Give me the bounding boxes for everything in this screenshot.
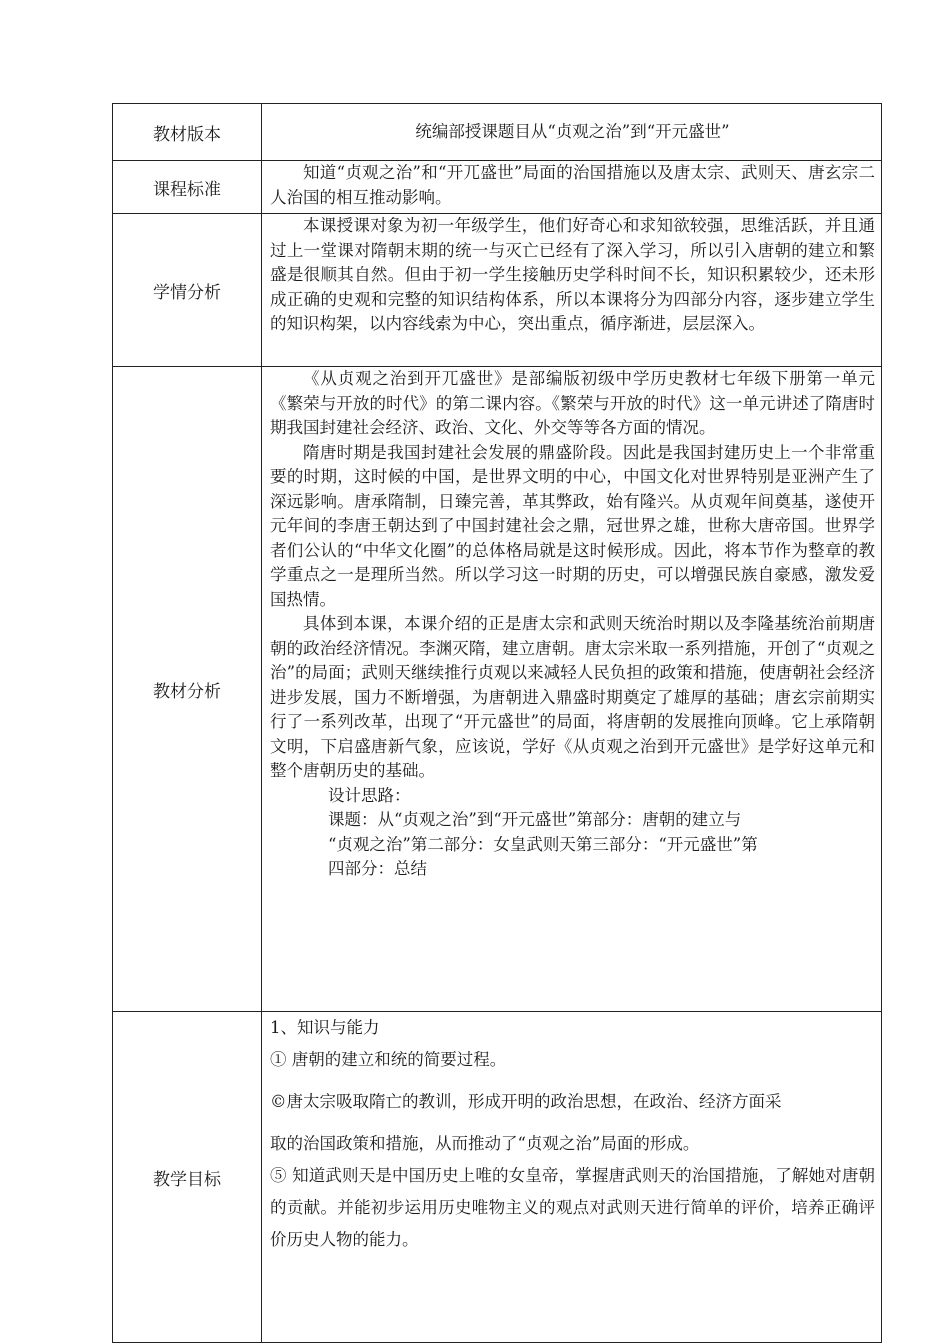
lesson-title: 统编部授课题目从“贞观之治”到“开元盛世” <box>262 104 882 161</box>
design-line-1: 课题：从“贞观之治”到“开元盛世”第部分：唐朝的建立与 <box>328 810 742 829</box>
material-analysis-text <box>262 367 882 1012</box>
goals-heading: 1、知识与能力 <box>270 1018 380 1037</box>
label-student-analysis: 学情分析 <box>113 214 262 367</box>
teaching-goals-text <box>262 1012 882 1343</box>
design-title: 设计思路： <box>328 785 411 805</box>
label-curriculum-standard: 课程标准 <box>113 161 262 214</box>
label-teaching-goals: 教学目标 <box>113 1012 262 1343</box>
curriculum-standard-paragraph: 知道“贞观之治”和“开兀盛世”局面的治国措施以及唐太宗、武则天、唐玄宗二人治国的相互推动影响。 <box>270 163 875 207</box>
goal-item-3: ⑤ 知道武则天是中国历史上唯的女皇帝，掌握唐武则天的治国措施，了解她对唐朝的贡献。并能初步运用历史唯物主义的观点对武则天进行简单的评价，培养正确评价历史人物的能力。 <box>270 1166 875 1249</box>
student-analysis-paragraph: 本课授课对象为初一年级学生，他们好奇心和求知欲较强，思维活跃，并且通过上一堂课对隋朝末期的统一与灭亡已经有了深入学习，所以引入唐朝的建立和繁盛是很顺其自然。但由于初一学生接触历史学科时间不长，知识积累较少，还未形成正确的史观和完整的知识结构体系，所以本课将分为四部分内容，逐步建立学生的知识构架，以内容线索为中心，突出重点，循序渐进，层层深入。 <box>270 216 875 333</box>
material-paragraph-1: 《从贞观之治到开兀盛世》是部编版初级中学历史教材七年级下册第一单元《繁荣与开放的时代》的第二课内容。《繁荣与开放的时代》这一单元讲述了隋唐时期我国封建社会经济、政治、文化、外交等等各方面的情况。 <box>270 369 875 437</box>
student-analysis-text <box>262 214 882 367</box>
row-teaching-goals <box>113 1012 882 1343</box>
design-line-3: 四部分：总结 <box>328 859 427 878</box>
row-student-analysis <box>113 214 882 367</box>
row-textbook-version <box>113 104 882 161</box>
goal-item-2a: ©唐太宗吸取隋亡的教训，形成开明的政治思想，在政治、经济方面采 <box>270 1092 782 1111</box>
curriculum-standard-text <box>262 161 882 214</box>
row-material-analysis <box>113 367 882 1012</box>
goal-item-2b: 取的治国政策和措施，从而推动了“贞观之治”局面的形成。 <box>270 1134 700 1153</box>
design-line-2: “贞观之治”第二部分：女皇武则天第三部分：“开元盛世”第 <box>328 834 758 854</box>
material-paragraph-2: 隋唐时期是我国封建社会发展的鼎盛阶段。因此是我国封建历史上一个非常重要的时期，这时候的中国，是世界文明的中心，中国文化对世界特别是亚洲产生了深远影响。唐承隋制，日臻完善，革其弊政，始有隆兴。从贞观年间奠基，遂使开元年间的李唐王朝达到了中国封建社会之鼎，冠世界之雄，世称大唐帝国。世界学者们公认的“中华文化圈”的总体格局就是这时候形成。因此，将本节作为整章的教学重点之一是理所当然。所以学习这一时期的历史，可以增强民族自豪感，激发爱国热情。 <box>270 442 875 609</box>
label-material-analysis: 教材分析 <box>113 367 262 1012</box>
row-curriculum-standard <box>113 161 882 214</box>
goal-item-1: ① 唐朝的建立和统的简要过程。 <box>270 1050 507 1069</box>
lesson-plan-sheet <box>112 103 882 1344</box>
lesson-plan-table <box>112 103 882 1343</box>
design-ideas <box>270 784 875 882</box>
label-textbook-version: 教材版本 <box>113 104 262 161</box>
material-paragraph-3: 具体到本课，本课介绍的正是唐太宗和武则天统治时期以及李隆基统治前期唐朝的政治经济情况。李渊灭隋，建立唐朝。唐太宗米取一系列措施，开创了“贞观之治”的局面；武则天继续推行贞观以来减轻人民负担的政策和措施，使唐朝社会经济进步发展，国力不断增强，为唐朝进入鼎盛时期奠定了雄厚的基础；唐玄宗前期实行了一系列改革，出现了“开元盛世”的局面，将唐朝的发展推向顶峰。它上承隋朝文明，下启盛唐新气象，应该说，学好《从贞观之治到开元盛世》是学好这单元和整个唐朝历史的基础。 <box>270 614 875 780</box>
